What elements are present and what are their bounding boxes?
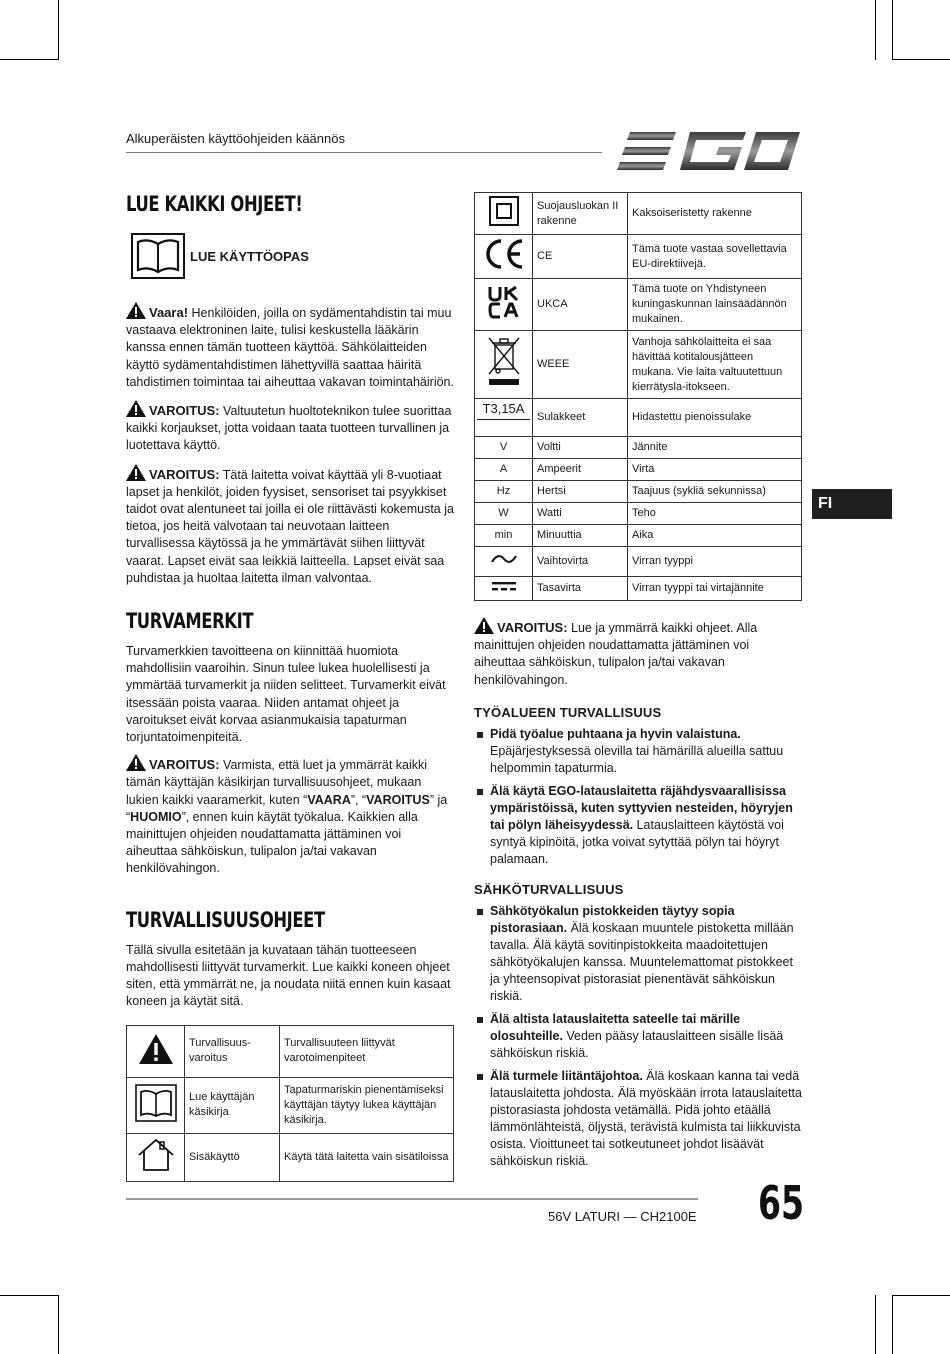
table-cell: Sulakkeet xyxy=(533,399,628,437)
list-item xyxy=(474,726,802,777)
fuse-icon: T3,15A xyxy=(477,401,530,420)
dc-current-icon xyxy=(491,580,517,592)
table-icon-cell xyxy=(475,279,533,331)
table-cell: Tasavirta xyxy=(533,577,628,601)
warning-text: ”, “ xyxy=(350,792,367,807)
table-icon-cell xyxy=(127,1025,185,1077)
table-cell: Virran tyyppi xyxy=(628,547,802,577)
table-icon-cell xyxy=(127,1133,185,1181)
table-cell: Vaihtovirta xyxy=(533,547,628,577)
table-cell: Tapaturmariskin pienentämiseksi käyttäjän täytyy lukea käyttäjän käsikirja. xyxy=(280,1077,454,1133)
ce-mark-icon xyxy=(482,238,526,270)
table-row xyxy=(475,547,802,577)
read-manual-label: LUE KÄYTTÖOPAS xyxy=(190,248,309,264)
double-square-icon xyxy=(488,195,520,227)
list-item-bold: Älä turmele liitäntäjohtoa. xyxy=(490,1068,643,1083)
danger-text: Henkilöiden, joilla on sydämentahdistin tai muu vastaava elektroninen laite, tulisi keskustella lääkärin kanssa ennen tämän tuotteen käyttöä. Sähkölaitteiden käyttö sydämentahdistimen lähettyvillä saattaa häiritä tahdistimen toimintaa tai aiheuttaa vakavan toimintahäiriön. xyxy=(126,306,454,389)
table-cell: Lue käyttäjän käsikirja xyxy=(185,1077,280,1133)
work-area-list xyxy=(474,726,802,868)
keyword-vaara: VAARA xyxy=(307,792,351,807)
header-subtitle: Alkuperäisten käyttöohjeiden käännös xyxy=(126,131,345,146)
warning-text: Valtuutetun huoltoteknikon tulee suorittaa kaikki korjaukset, jotta voidaan taata tuotteen turvallinen ja luotettava käyttö. xyxy=(126,404,452,453)
table-row xyxy=(475,235,802,279)
list-item-text: Älä koskaan kanna tai vedä latauslaitetta johdosta. Älä myöskään irrota latauslaitetta pistorasiasta johdosta vetämällä. Pidä johto etäällä lämmönlähteistä, öljystä, terävistä kulmista tai liikkuvista osista. Vioittuneet tai sotkeutuneet johdot lisäävät sähköiskun riskiä. xyxy=(490,1068,802,1168)
table-cell: Hz xyxy=(475,481,533,503)
table-row xyxy=(475,525,802,547)
table-row xyxy=(475,399,802,437)
right-column xyxy=(474,192,802,1176)
table-cell: Teho xyxy=(628,503,802,525)
warning-keyword: VAROITUS: xyxy=(497,620,568,635)
table-cell: Kaksoiseristetty rakenne xyxy=(628,193,802,235)
table-cell: CE xyxy=(533,235,628,279)
warning-triangle-icon xyxy=(126,302,146,319)
table-icon-cell xyxy=(475,547,533,577)
safety-instructions-intro: Tällä sivulla esitetään ja kuvataan tähän tuotteeseen mahdollisesti liittyvät turvamerkit. Lue kaikki koneen ohjeet siten, että ymmärrät ne, ja noudata niitä ennen kuin kasaat koneen ja käytät sitä. xyxy=(126,942,451,1009)
list-item-text: Epäjärjestyksessä olevilla tai hämärillä alueilla sattuu helpommin tapaturmia. xyxy=(490,743,784,775)
table-row xyxy=(127,1133,454,1181)
warning-text: Varmista, että luet ja ymmärrät kaikki tämän käyttäjän käsikirjan turvallisuusohjeet, mukaan lukien kaikki vaaramerkit, kuten “ xyxy=(126,758,428,807)
list-item xyxy=(474,903,802,1005)
book-icon xyxy=(130,232,186,280)
house-icon xyxy=(137,1138,175,1172)
danger-pacemaker xyxy=(126,302,454,391)
table-cell: Turvallisuuteen liittyvät varotoimenpiteet xyxy=(280,1025,454,1077)
left-column xyxy=(126,192,454,1182)
table-cell: Hidastettu pienoissulake xyxy=(628,399,802,437)
keyword-varoitus: VAROITUS xyxy=(366,792,430,807)
table-cell: Virran tyyppi tai virtajännite xyxy=(628,577,802,601)
weee-bin-icon xyxy=(486,335,522,389)
table-cell: A xyxy=(475,459,533,481)
table-cell: UKCA xyxy=(533,279,628,331)
warning-read-all xyxy=(474,617,802,689)
warning-triangle-icon xyxy=(474,617,494,634)
warning-triangle-icon xyxy=(126,754,146,771)
crop-mark xyxy=(58,1295,59,1354)
warning-service xyxy=(126,400,454,455)
table-cell: min xyxy=(475,525,533,547)
electrical-list xyxy=(474,903,802,1170)
list-item-bold: Älä altista latauslaitetta sateelle tai märille olosuhteille. xyxy=(490,1011,741,1043)
list-item-bold: Sähkötyökalun pistokkeiden täytyy sopia pistorasiaan. xyxy=(490,903,735,935)
warning-children xyxy=(126,464,454,587)
section-title-read-all: LUE KAIKKI OHJEET! xyxy=(126,192,303,216)
table-row xyxy=(127,1077,454,1133)
section-title-work-area: TYÖALUEEN TURVALLISUUS xyxy=(474,704,662,720)
crop-mark xyxy=(58,0,59,60)
danger-keyword: Vaara! xyxy=(149,305,189,320)
table-cell: Tämä tuote vastaa sovellettavia EU-direktiivejä. xyxy=(628,235,802,279)
table-cell: Vanhoja sähkölaitteita ei saa hävittää kotitalousjätteen mukana. Vie laita valtuutettuun kierrätysla-itokseen. xyxy=(628,331,802,399)
table-icon-cell xyxy=(127,1077,185,1133)
crop-mark xyxy=(0,59,58,60)
crop-mark xyxy=(0,1295,58,1296)
safety-symbols-intro: Turvamerkkien tavoitteena on kiinnittää huomiota mahdollisiin vaaroihin. Sinun tulee lukea huolellisesti ja ymmärtää turvamerkit ja niiden selitteet. Turvamerkit eivät itsessään poista vaaraa. Niiden antamat ohjeet ja varoitukset eivät korvaa asianmukaisia tapaturman torjuntatoimenpiteitä. xyxy=(126,644,446,745)
warning-text: ” ja “ xyxy=(126,792,448,824)
table-cell: Suojausluokan II rakenne xyxy=(533,193,628,235)
list-item xyxy=(474,783,802,868)
table-row xyxy=(475,279,802,331)
ukca-mark-icon xyxy=(487,285,521,319)
table-cell: Virta xyxy=(628,459,802,481)
warning-keyword: VAROITUS: xyxy=(149,403,220,419)
table-cell: Ampeerit xyxy=(533,459,628,481)
list-item-bold: Pidä työalue puhtaana ja hyvin valaistuna. xyxy=(490,726,741,741)
section-title-safety-instructions: TURVALLISUUSOHJEET xyxy=(126,907,325,932)
crop-mark xyxy=(875,0,876,60)
warning-text: Lue ja ymmärrä kaikki ohjeet. Alla mainittujen ohjeiden noudattamatta jättäminen voi aiheuttaa sähköiskun, tulipalon ja/tai vakavan henkilövahingon. xyxy=(474,621,758,687)
table-cell: V xyxy=(475,437,533,459)
ego-logo xyxy=(616,128,802,174)
table-cell: Jännite xyxy=(628,437,802,459)
book-icon xyxy=(135,1084,177,1122)
table-cell: Käytä tätä laitetta vain sisätiloissa xyxy=(280,1133,454,1181)
table-icon-cell xyxy=(475,399,533,437)
crop-mark xyxy=(892,0,893,60)
header-rule xyxy=(126,152,602,153)
table-cell: Minuuttia xyxy=(533,525,628,547)
table-row xyxy=(127,1025,454,1077)
warning-keyword: VAROITUS: xyxy=(149,757,220,773)
table-icon-cell xyxy=(475,331,533,399)
keyword-huomio: HUOMIO xyxy=(130,809,182,824)
table-row xyxy=(475,503,802,525)
section-title-safety-symbols: TURVAMERKIT xyxy=(126,609,254,634)
warning-triangle-icon xyxy=(138,1033,174,1065)
crop-mark xyxy=(892,1295,893,1354)
list-item xyxy=(474,1068,802,1170)
left-symbol-table xyxy=(126,1025,454,1182)
table-cell: Watti xyxy=(533,503,628,525)
table-cell: Turvallisuus-varoitus xyxy=(185,1025,280,1077)
table-cell: WEEE xyxy=(533,331,628,399)
right-symbol-table xyxy=(474,192,802,601)
warning-text: Tätä laitetta voivat käyttää yli 8-vuotiaat lapset ja henkilöt, joiden fyysiset, sensoriset tai psyykkiset taidot ovat alentuneet tai joilla ei ole riittävästi kokemusta ja tietoa, jos heitä valvotaan tai neuvotaan laitteen turvallisessa käytössä ja he ymmärtävät siihen liittyvät vaarat. Lapset eivät saa leikkiä laitteella. Lapset eivät saa puhdistaa ja huoltaa laitetta ilman valvontaa. xyxy=(126,467,454,585)
warning-keyword: VAROITUS: xyxy=(149,466,220,482)
section-title-electrical: SÄHKÖTURVALLISUUS xyxy=(474,881,624,897)
table-row xyxy=(475,577,802,601)
table-row xyxy=(475,331,802,399)
table-icon-cell xyxy=(475,235,533,279)
ac-wave-icon xyxy=(490,552,518,566)
crop-mark xyxy=(892,59,950,60)
footer-rule xyxy=(126,1198,698,1200)
table-row xyxy=(475,437,802,459)
table-cell: Taajuus (sykliä sekunnissa) xyxy=(628,481,802,503)
list-item-text: Älä koskaan muuntele pistoketta millään tavalla. Älä käytä sovitinpistokkeita maadoitettujen sähkötyökalujen kanssa. Muuntelemattomat pistokkeet ja yhteensopivat pistorasiat pienentävät sähköiskun riskiä. xyxy=(490,920,794,1003)
crop-mark xyxy=(875,1295,876,1354)
table-icon-cell xyxy=(475,193,533,235)
table-cell: W xyxy=(475,503,533,525)
language-tab: FI xyxy=(812,489,892,519)
table-row xyxy=(475,481,802,503)
crop-mark xyxy=(892,1295,950,1296)
table-row xyxy=(475,459,802,481)
table-cell: Voltti xyxy=(533,437,628,459)
table-icon-cell xyxy=(475,577,533,601)
page-number: 65 xyxy=(758,1176,805,1230)
warning-triangle-icon xyxy=(126,464,146,481)
table-row xyxy=(475,193,802,235)
table-cell: Sisäkäyttö xyxy=(185,1133,280,1181)
warning-triangle-icon xyxy=(126,400,146,417)
list-item-text: Veden pääsy latauslaitteen sisälle lisää sähköiskun riskiä. xyxy=(490,1028,784,1060)
table-cell: Hertsi xyxy=(533,481,628,503)
table-cell: Tämä tuote on Yhdistyneen kuningaskunnan lainsäädännön mukainen. xyxy=(628,279,802,331)
list-item-text: Latauslaitteen käytöstä voi syntyä kipinöitä, jotka voivat sytyttää pölyn tai höyryt palamaan. xyxy=(490,817,784,866)
footer-model: 56V LATURI — CH2100E xyxy=(548,1209,697,1224)
list-item-bold: Älä käytä EGO-latauslaitetta räjähdysvaarallisissa ympäristöissä, kuten syttyvien nesteiden, höyryjen tai pölyn läheisyydessä. xyxy=(490,783,793,832)
read-manual-row xyxy=(126,232,454,280)
table-cell: Aika xyxy=(628,525,802,547)
list-item xyxy=(474,1011,802,1062)
warning-read-manual xyxy=(126,754,454,877)
warning-text: ”, ennen kuin käytät työkalua. Kaikkien alla mainittujen ohjeiden noudattamatta jättäminen voi aiheuttaa sähköiskun, tulipalon ja/tai vakavan henkilövahingon. xyxy=(126,809,418,876)
